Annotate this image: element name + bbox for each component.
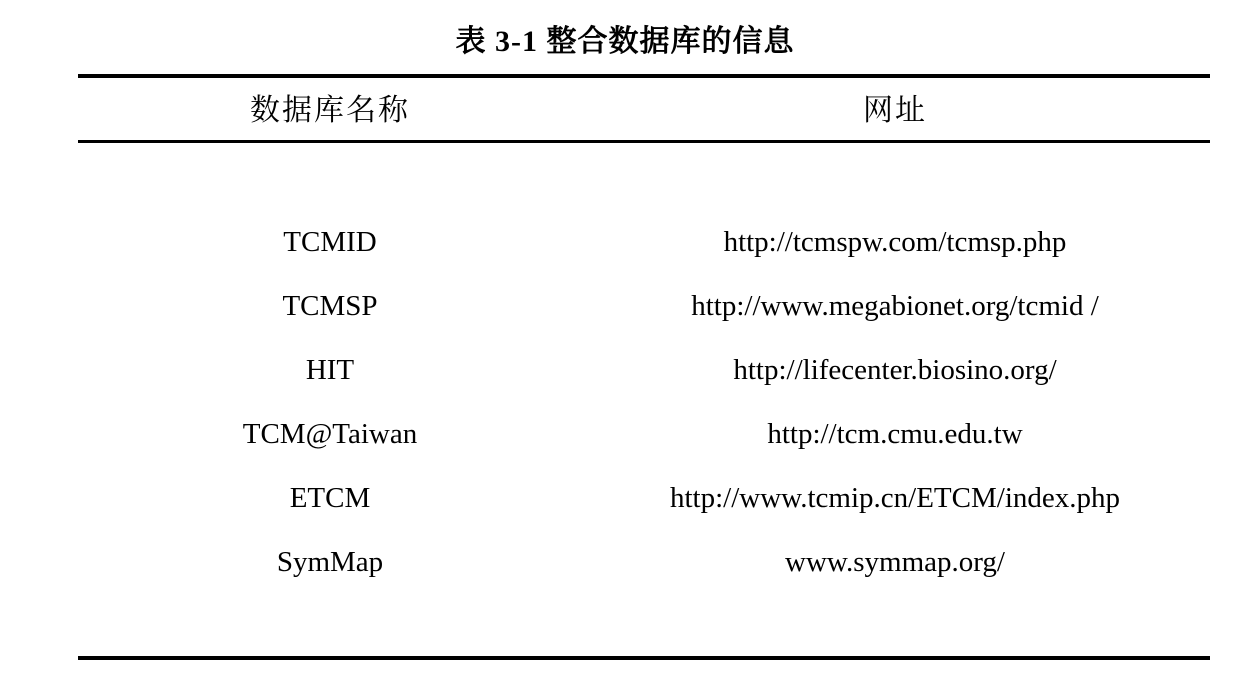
- database-name-cell: ETCM: [289, 482, 371, 514]
- table-row: [0, 274, 1250, 338]
- url-cell: http://lifecenter.biosino.org/: [733, 354, 1057, 386]
- header-url: 网址: [863, 94, 927, 127]
- url-cell: http://tcmspw.com/tcmsp.php: [723, 226, 1067, 258]
- database-name-cell: TCMID: [283, 226, 377, 258]
- database-name-cell: TCMSP: [282, 290, 378, 322]
- database-name-cell: HIT: [305, 354, 355, 386]
- database-name-cell: TCM@Taiwan: [242, 418, 418, 450]
- table-body: [0, 210, 1250, 594]
- table-row: [0, 466, 1250, 530]
- table-row: [0, 402, 1250, 466]
- database-name-cell: SymMap: [276, 546, 384, 578]
- url-cell: http://www.tcmip.cn/ETCM/index.php: [670, 482, 1120, 514]
- table-row: [0, 210, 1250, 274]
- table-caption: 表 3-1 整合数据库的信息: [455, 25, 795, 58]
- bottom-rule: [78, 656, 1210, 660]
- url-cell: www.symmap.org/: [785, 546, 1005, 578]
- top-rule: [78, 74, 1210, 78]
- header-database-name: 数据库名称: [250, 94, 410, 127]
- table-row: [0, 530, 1250, 594]
- table-row: [0, 338, 1250, 402]
- header-rule: [78, 140, 1210, 143]
- url-cell: http://tcm.cmu.edu.tw: [767, 418, 1023, 450]
- url-cell: http://www.megabionet.org/tcmid /: [691, 290, 1099, 322]
